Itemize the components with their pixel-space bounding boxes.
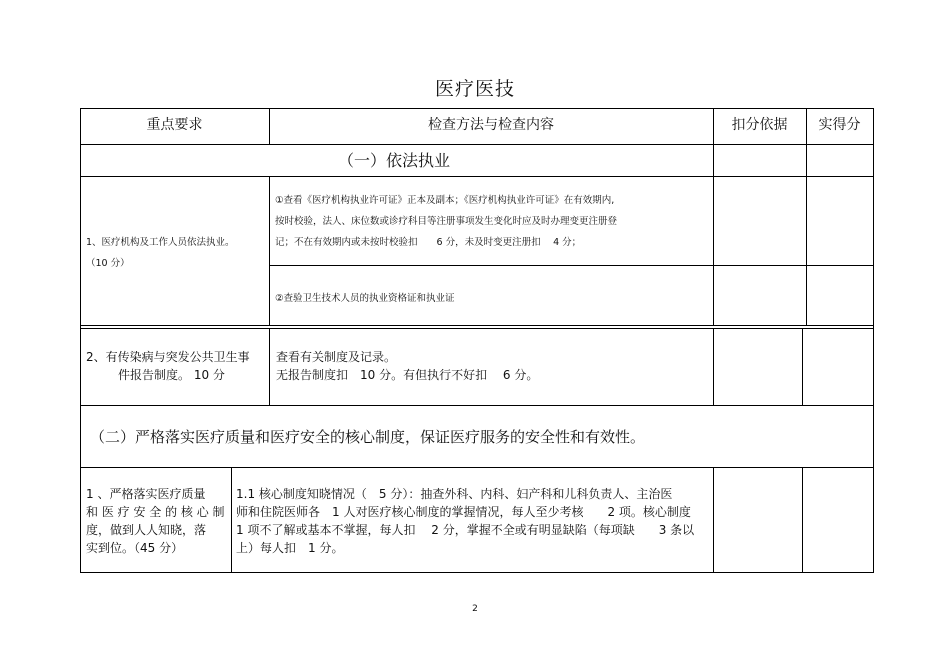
s2-item1-divider-1 [231, 467, 232, 572]
item1-requirement-line1: 1、医疗机构及工作人员依法执业。 [86, 237, 235, 248]
table-left-border [80, 108, 81, 573]
item2-divider-2 [713, 328, 714, 405]
item1-divider-3 [806, 176, 807, 325]
header-score: 实得分 [818, 117, 861, 133]
s2-item1-divider-3 [802, 467, 803, 572]
item2-divider-1 [269, 328, 270, 405]
header-method: 检查方法与检查内容 [428, 117, 554, 133]
section2-title: （二）严格落实医疗质量和医疗安全的核心制度，保证医疗服务的安全性和有效性。 [90, 428, 646, 446]
s2-item1-method-line2: 师和住院医师各 1 人对医疗核心制度的掌握情况，每人至少考核 2 项。核心制度 [236, 505, 691, 519]
page-title: 医疗医技 [434, 78, 515, 100]
header-bottom-border [80, 144, 874, 145]
item1-requirement-line2: （10 分） [86, 258, 130, 269]
item2-method-line1: 查看有关制度及记录。 [276, 350, 397, 364]
item1-divider-1 [269, 176, 270, 325]
s2-item1-method-line4: 上）每人扣 1 分。 [236, 541, 344, 555]
item1-method-a-line3: 记；不在有效期内或未按时校验扣 6 分，未及时变更注册扣 4 分； [275, 237, 582, 248]
item1-method-a-line2: 按时校验，法人、床位数或诊疗科目等注册事项发生变化时应及时办理变更注册登 [275, 216, 618, 227]
item1-divider-2 [713, 176, 714, 325]
item2-method-line2: 无报告制度扣 10 分。有但执行不好扣 6 分。 [276, 368, 539, 382]
item1-method-a-line1: ①查看《医疗机构执业许可证》正本及副本；《医疗机构执业许可证》在有效期内, [275, 195, 615, 206]
section1-title-bottom-border [80, 176, 874, 177]
table-top-border [80, 108, 874, 109]
item2-requirement-line1: 2、有传染病与突发公共卫生事 [86, 350, 250, 364]
section1-divider-2 [713, 144, 714, 176]
s2-item1-requirement-line1: 1 、严格落实医疗质量 [86, 487, 206, 501]
s2-item1-method-line3: 1 项不了解或基本不掌握，每人扣 2 分，掌握不全或有明显缺陷（每项缺 3 条以 [236, 523, 695, 537]
s2-item1-requirement-line4: 实到位。（45 分） [86, 541, 184, 555]
header-deduction-basis: 扣分依据 [731, 117, 788, 133]
s2-item1-divider-2 [713, 467, 714, 572]
page-number: 2 [472, 604, 478, 614]
item2-requirement-line2: 件报告制度。 10 分 [118, 368, 225, 382]
s2-item1-requirement-line3: 度，做到人人知晓，落 [86, 523, 207, 537]
s2-item1-method-line1: 1.1 核心制度知晓情况（ 5 分）：抽查外科、内科、妇产科和儿科负责人、主治医 [236, 487, 673, 501]
item1-method-b: ②查验卫生技术人员的执业资格证和执业证 [275, 293, 455, 304]
table-right-border [873, 108, 874, 573]
table-bottom-border [80, 572, 874, 573]
item2-bottom-border [80, 405, 874, 406]
item2-divider-3 [802, 328, 803, 405]
section1-title: （一）依法执业 [338, 151, 451, 170]
section1-divider-3 [806, 144, 807, 176]
header-requirement: 重点要求 [146, 117, 203, 133]
item2-top-border [80, 328, 874, 329]
item1a-bottom-border [269, 265, 874, 266]
item1-bottom-border [80, 325, 874, 326]
s2-item1-requirement-line2: 和 医 疗 安 全 的 核 心 制 [86, 505, 225, 519]
section2-title-bottom-border [80, 467, 874, 468]
